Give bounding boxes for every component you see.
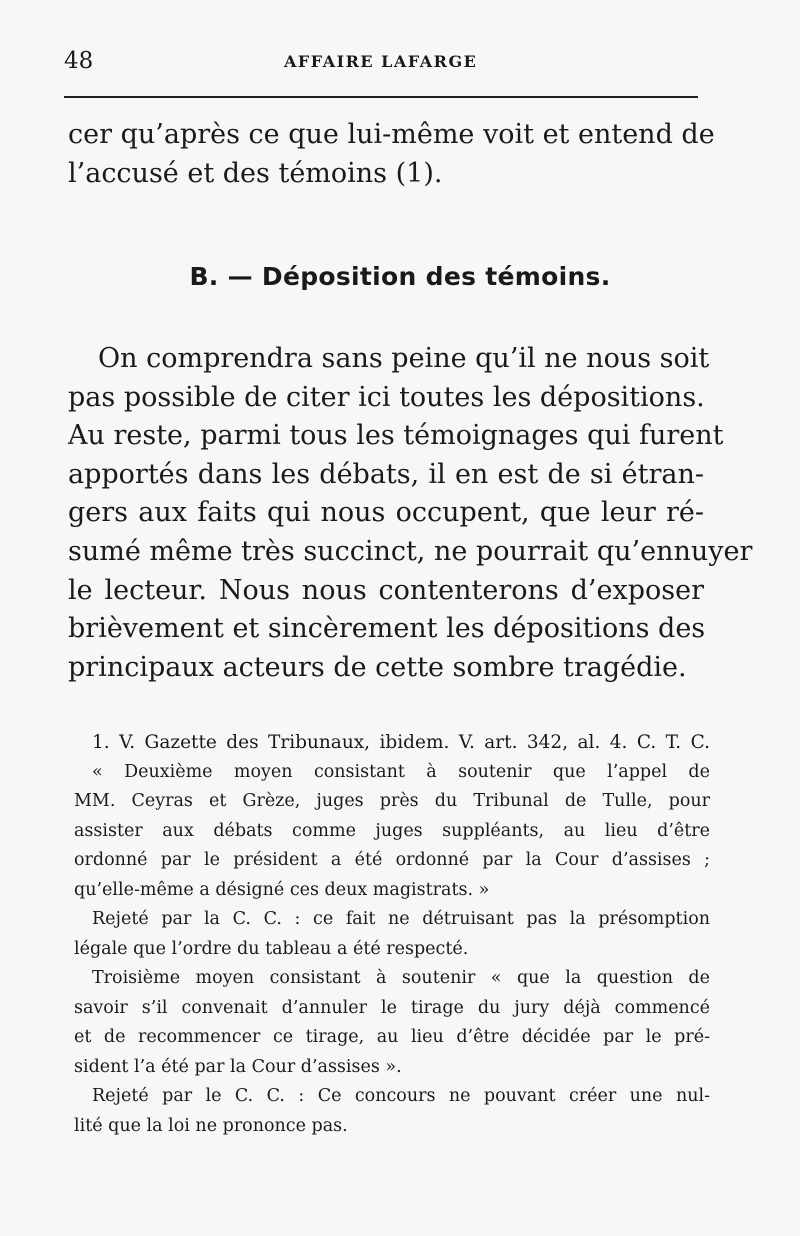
text-line: principaux acteurs de cette sombre tragédie. [68,651,687,683]
footnote-line: Troisième moyen consistant à soutenir « que la question de [92,968,710,988]
footnote-line: et de recommencer ce tirage, au lieu d’être décidée par le pré- [74,1027,710,1047]
footnote-line: Rejeté par le C. C. : Ce concours ne pouvant créer une nul- [92,1086,710,1106]
header-rule [64,96,698,98]
text-line: le lecteur. Nous nous contenterons d’exposer [68,574,704,606]
footnote-line: MM. Ceyras et Grèze, juges près du Tribunal de Tulle, pour [74,791,710,811]
footnote-line: « Deuxième moyen consistant à soutenir que l’appel de [92,761,710,782]
footnote-line: assister aux débats comme juges suppléants, au lieu d’être [74,820,710,841]
footnote-reference: 1. V. Gazette des Tribunaux, ibidem. V. art. 342, al. 4. C. T. C. [92,732,710,753]
footnote-line: sident l’a été par la Cour d’assises ». [74,1056,402,1077]
footnote-line: lité que la loi ne prononce pas. [74,1115,348,1136]
text-line: l’accusé et des témoins (1). [68,157,443,189]
continuation-text [68,116,715,193]
footnote-line: savoir s’il convenait d’annuler le tirage du jury déjà commencé [74,997,710,1018]
text-line: gers aux faits qui nous occupent, que leur ré- [68,497,704,529]
text-line: pas possible de citer ici toutes les dépositions. [68,381,705,413]
text-line: On comprendra sans peine qu’il ne nous soit [98,343,710,374]
main-paragraph [68,340,753,687]
footnotes [74,728,710,1141]
text-line: apportés dans les débats, il en est de si étran- [68,458,704,490]
footnote-line: Rejeté par la C. C. : ce fait ne détruisant pas la présomption [92,909,710,929]
footnote-line: légale que l’ordre du tableau a été respecté. [74,938,469,959]
text-line: Au reste, parmi tous les témoignages qui furent [68,420,724,452]
page-header [64,48,700,78]
text-line: brièvement et sincèrement les dépositions des [68,613,706,645]
running-title: AFFAIRE LAFARGE [284,52,478,71]
footnote-line: qu’elle-même a désigné ces deux magistrats. » [74,879,490,900]
text-line: sumé même très succinct, ne pourrait qu’ennuyer [68,535,753,567]
section-heading: B. — Déposition des témoins. [189,262,611,291]
page-number: 48 [64,48,94,74]
text-line: cer qu’après ce que lui-même voit et entend de [68,119,715,150]
footnote-line: ordonné par le président a été ordonné par la Cour d’assises ; [74,850,710,870]
